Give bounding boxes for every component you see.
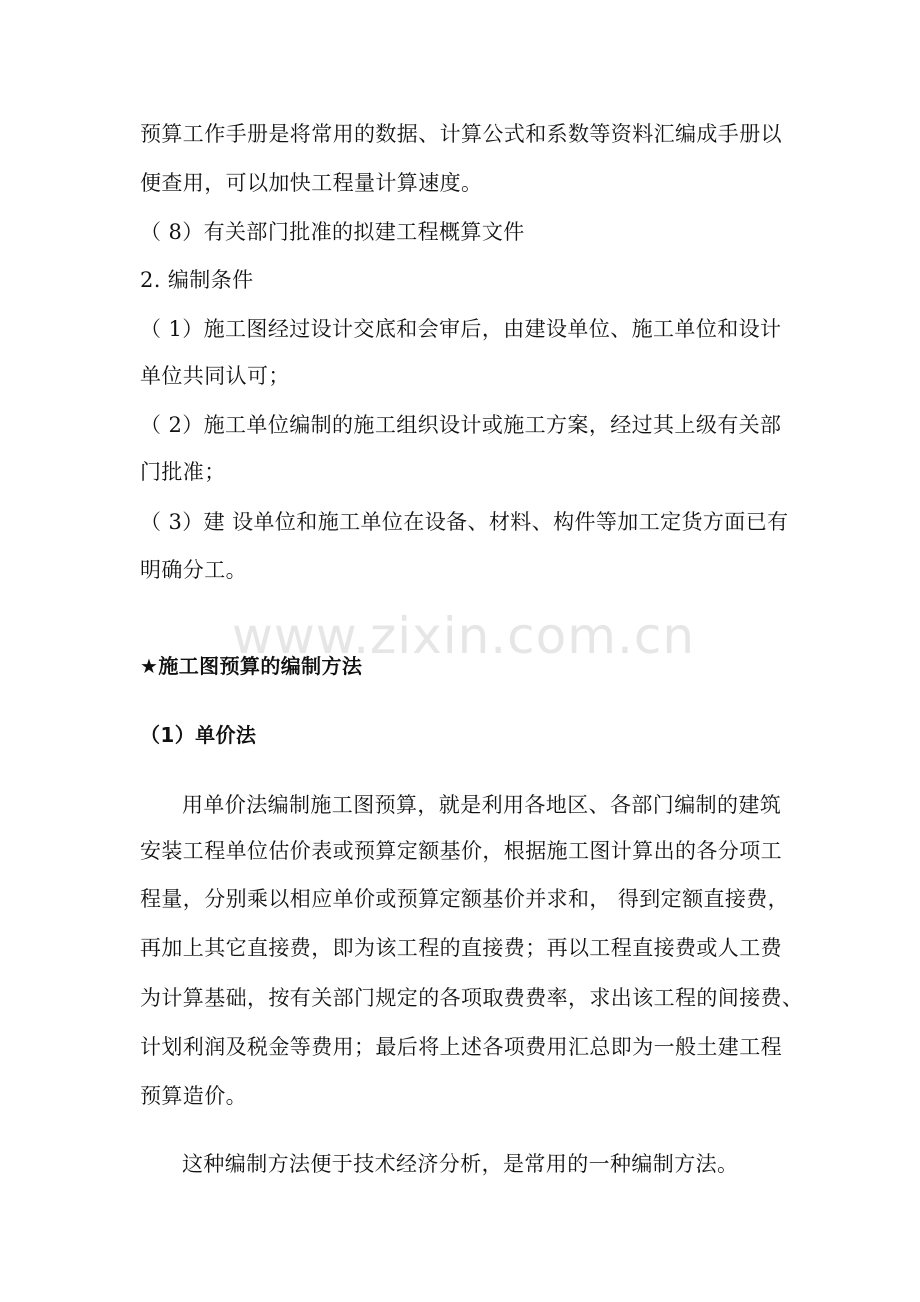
text-line: （ 8）有关部门批准的拟建工程概算文件 [140, 220, 525, 244]
paragraph-line: 再加上其它直接费，即为该工程的直接费；再以工程直接费或人工费 [140, 936, 782, 960]
text-line: 预算工作手册是将常用的数据、计算公式和系数等资料汇编成手册以 [140, 122, 782, 146]
paragraph-line: 计划利润及税金等费用；最后将上述各项费用汇总即为一般土建工程 [140, 1035, 782, 1059]
paragraph-line: 安装工程单位估价表或预算定额基价，根据施工图计算出的各分项工 [140, 839, 782, 863]
text-line: 单位共同认可； [140, 364, 290, 388]
paragraph-line: 预算造价。 [140, 1084, 247, 1108]
paragraph-line: 为计算基础，按有关部门规定的各项取费费率，求出该工程的间接费、 [140, 986, 804, 1010]
subsection-heading: （1）单价法 [140, 723, 257, 747]
paragraph-line: 用单价法编制施工图预算，就是利用各地区、各部门编制的建筑 [182, 793, 782, 817]
text-line: 2. 编制条件 [140, 268, 254, 292]
text-line: 门批准； [140, 460, 226, 484]
text-line: （ 1）施工图经过设计交底和会审后，由建设单位、施工单位和设计 [140, 317, 782, 341]
text-line: （ 3）建 设单位和施工单位在设备、材料、构件等加工定货方面已有 [140, 510, 789, 534]
text-line: （ 2）施工单位编制的施工组织设计或施工方案，经过其上级有关部 [140, 413, 782, 437]
paragraph-line: 程量，分别乘以相应单价或预算定额基价并求和， 得到定额直接费， [140, 887, 790, 911]
text-line: 明确分工。 [140, 558, 247, 582]
section-heading: ★施工图预算的编制方法 [140, 654, 363, 678]
text-line: 便查用，可以加快工程量计算速度。 [140, 171, 483, 195]
watermark: www.zixin.com.cn [232, 607, 696, 665]
paragraph-line: 这种编制方法便于技术经济分析，是常用的一种编制方法。 [182, 1152, 739, 1176]
